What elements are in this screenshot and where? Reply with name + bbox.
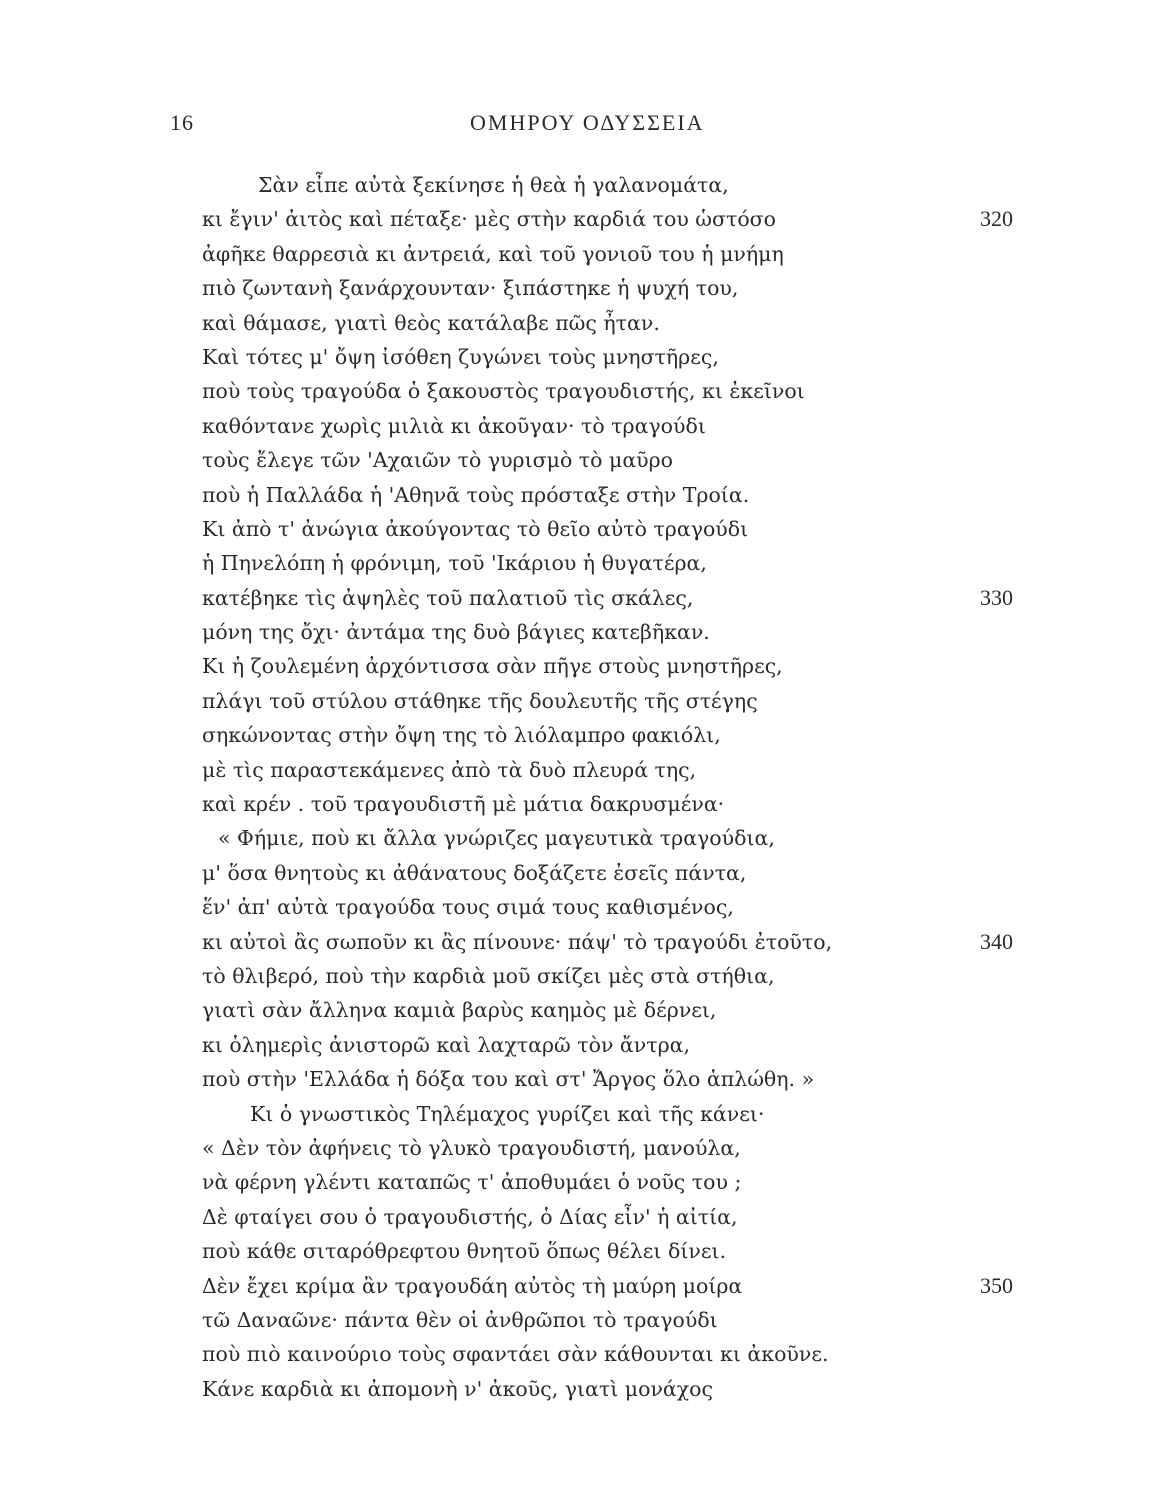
verse-text: κι ἔγιν' ἀιτὸς καὶ πέταξε· μὲς στὴν καρδιά του ὡστόσο	[202, 207, 777, 232]
verse-text: μόνη της ὄχι· ἀντάμα της δυὸ βάγιες κατεβῆκαν.	[202, 620, 710, 645]
line-number: 350	[980, 1272, 1013, 1298]
verse-line	[0, 684, 1155, 718]
verse-text: κι ὁλημερὶς ἀνιστορῶ καὶ λαχταρῶ τὸν ἄντρα,	[202, 1032, 690, 1057]
verse-text: τοὺς ἔλεγε τῶν 'Αχαιῶν τὸ γυρισμὸ τὸ μαῦρο	[202, 448, 674, 473]
verse-text: σηκώνοντας στὴν ὄψη της τὸ λιόλαμπρο φακιόλι,	[202, 723, 721, 748]
verse-line	[0, 409, 1155, 443]
line-number: 320	[980, 206, 1013, 232]
verse-line	[0, 959, 1155, 993]
verse-line	[0, 1303, 1155, 1337]
verse-line	[0, 890, 1155, 924]
verse-line	[0, 1097, 1155, 1131]
verse-text: ποὺ τοὺς τραγούδα ὁ ξακουστὸς τραγουδιστής, κι ἐκεῖνοι	[202, 379, 805, 404]
verse-text: ποὺ στὴν 'Ελλάδα ἡ δόξα του καὶ στ' Ἄργος ὅλο ἁπλώθη. »	[202, 1067, 815, 1092]
verse-line	[0, 202, 1155, 236]
verse-text: πιὸ ζωντανὴ ξανάρχουνταν· ξιπάστηκε ἡ ψυχή του,	[202, 276, 739, 301]
line-number: 330	[980, 584, 1013, 610]
verse-text: Κι ὁ γνωστικὸς Τηλέμαχος γυρίζει καὶ τῆς κάνει·	[250, 1101, 765, 1126]
poem-text	[0, 168, 1155, 1406]
verse-line	[0, 925, 1155, 959]
verse-text: κι αὐτοὶ ἂς σωποῦν κι ἂς πίνουνε· πάψ' τὸ τραγούδι ἐτοῦτο,	[202, 929, 833, 954]
verse-line	[0, 1269, 1155, 1303]
verse-line	[0, 1372, 1155, 1406]
verse-text: Δὲν ἔχει κρίμα ἂν τραγουδάη αὐτὸς τὴ μαύρη μοίρα	[202, 1273, 743, 1298]
verse-text: ἀφῆκε θαρρεσιὰ κι ἀντρειά, καὶ τοῦ γονιοῦ του ἡ μνήμη	[202, 241, 784, 266]
verse-line	[0, 271, 1155, 305]
verse-line	[0, 1028, 1155, 1062]
running-head: ΟΜΗΡΟΥ ΟΔΥΣΣΕΙΑ	[470, 110, 705, 135]
line-number: 340	[980, 928, 1013, 954]
verse-text: μὲ τὶς παραστεκάμενες ἀπὸ τὰ δυὸ πλευρά της,	[202, 757, 697, 782]
verse-line	[0, 1131, 1155, 1165]
verse-line	[0, 753, 1155, 787]
verse-line	[0, 340, 1155, 374]
verse-text: ἕν' ἀπ' αὐτὰ τραγούδα τους σιμά τους καθισμένος,	[202, 895, 734, 920]
verse-text: ποὺ κάθε σιταρόθρεφτου θνητοῦ ὅπως θέλει δίνει.	[202, 1239, 726, 1264]
verse-text: πλάγι τοῦ στύλου στάθηκε τῆς δουλευτῆς τῆς στέγης	[202, 688, 758, 713]
verse-line	[0, 1062, 1155, 1096]
verse-line	[0, 581, 1155, 615]
verse-text: ποὺ πιὸ καινούριο τοὺς σφαντάει σὰν κάθουνται κι ἀκοῦνε.	[202, 1342, 829, 1367]
verse-text: Κάνε καρδιὰ κι ἀπομονὴ ν' ἀκοῦς, γιατὶ μονάχος	[202, 1376, 713, 1401]
verse-text: γιατὶ σὰν ἄλληνα καμιὰ βαρὺς καημὸς μὲ δέρνει,	[202, 998, 717, 1023]
verse-line	[0, 237, 1155, 271]
verse-line	[0, 512, 1155, 546]
verse-text: Δὲ φταίγει σου ὁ τραγουδιστής, ὁ Δίας εἶν' ἡ αἰτία,	[202, 1204, 738, 1229]
verse-text: Κι ἀπὸ τ' ἀνώγια ἀκούγοντας τὸ θεῖο αὐτὸ τραγούδι	[202, 516, 749, 541]
verse-text: Σὰν εἶπε αὐτὰ ξεκίνησε ἡ θεὰ ἡ γαλανομάτα,	[258, 173, 729, 197]
verse-text: Καὶ τότες μ' ὄψη ἰσόθεη ζυγώνει τοὺς μνηστῆρες,	[202, 344, 719, 369]
verse-line	[0, 718, 1155, 752]
verse-text: κατέβηκε τὶς ἀψηλὲς τοῦ παλατιοῦ τὶς σκάλες,	[202, 585, 694, 610]
verse-text: καὶ θάμασε, γιατὶ θεὸς κατάλαβε πῶς ἦταν.	[202, 310, 660, 335]
verse-line	[0, 821, 1155, 855]
verse-line	[0, 787, 1155, 821]
verse-text: καθόντανε χωρὶς μιλιὰ κι ἀκοῦγαν· τὸ τραγούδι	[202, 413, 706, 438]
page-number: 16	[170, 110, 194, 135]
verse-line	[0, 856, 1155, 890]
verse-text: τῶ Δαναῶνε· πάντα θὲν οἱ ἀνθρῶποι τὸ τραγούδι	[202, 1307, 718, 1332]
verse-line	[0, 1200, 1155, 1234]
verse-line	[0, 443, 1155, 477]
verse-line	[0, 546, 1155, 580]
verse-text: τὸ θλιβερό, ποὺ τὴν καρδιὰ μοῦ σκίζει μὲς στὰ στήθια,	[202, 963, 775, 988]
verse-text: « Δὲν τὸν ἀφήνεις τὸ γλυκὸ τραγουδιστή, μανούλα,	[202, 1135, 741, 1160]
verse-text: μ' ὅσα θνητοὺς κι ἀθάνατους δοξάζετε ἐσεῖς πάντα,	[202, 860, 747, 885]
verse-line	[0, 1165, 1155, 1199]
verse-text: « Φήμιε, ποὺ κι ἄλλα γνώριζες μαγευτικὰ τραγούδια,	[218, 826, 775, 851]
verse-text: καὶ κρέν . τοῦ τραγουδιστῆ μὲ μάτια δακρυσμένα·	[202, 792, 725, 817]
verse-line	[0, 168, 1155, 202]
verse-line	[0, 1337, 1155, 1371]
verse-line	[0, 478, 1155, 512]
verse-line	[0, 374, 1155, 408]
verse-text: Κι ἡ ζουλεμένη ἀρχόντισσα σὰν πῆγε στοὺς μνηστῆρες,	[202, 654, 783, 679]
verse-line	[0, 649, 1155, 683]
verse-text: ποὺ ἡ Παλλάδα ἡ 'Αθηνᾶ τοὺς πρόσταξε στὴν Τροία.	[202, 482, 750, 507]
verse-line	[0, 615, 1155, 649]
verse-text: νὰ φέρνη γλέντι καταπῶς τ' ἀποθυμάει ὁ νοῦς του ;	[202, 1170, 742, 1195]
verse-line	[0, 1234, 1155, 1268]
verse-line	[0, 306, 1155, 340]
verse-text: ἡ Πηνελόπη ἡ φρόνιμη, τοῦ 'Ικάριου ἡ θυγατέρα,	[202, 551, 707, 576]
verse-line	[0, 993, 1155, 1027]
